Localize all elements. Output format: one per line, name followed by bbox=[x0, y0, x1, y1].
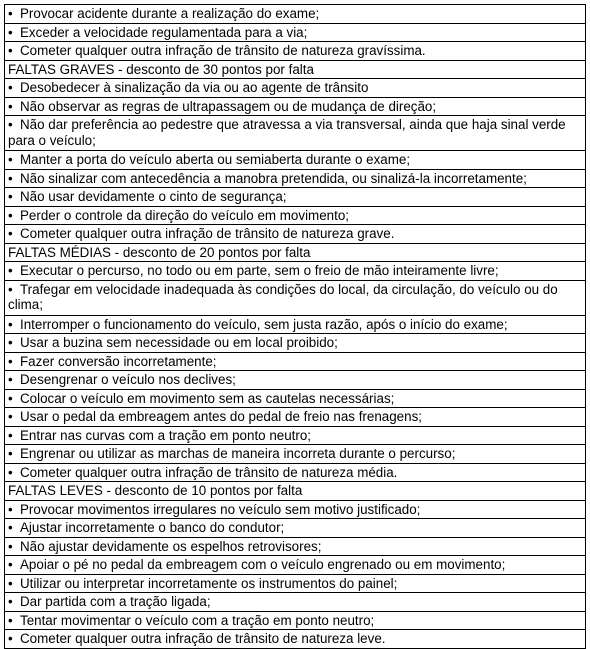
table-row bbox=[5, 97, 586, 116]
item-text: Desengrenar o veículo nos declives; bbox=[20, 372, 236, 387]
bullet-icon: • bbox=[8, 390, 13, 406]
table-cell bbox=[5, 97, 586, 116]
item-text: Engrenar ou utilizar as marchas de maneira incorreta durante o percurso; bbox=[20, 446, 456, 461]
bullet-icon: • bbox=[8, 612, 13, 628]
item-text: Não sinalizar com antecedência a manobra pretendida, ou sinalizá-la incorretamente; bbox=[20, 170, 527, 186]
item-text: Não observar as regras de ultrapassagem ou de mudança de direção; bbox=[20, 98, 437, 114]
bullet-icon: • bbox=[8, 575, 13, 591]
table-cell bbox=[5, 593, 586, 612]
bullet-icon: • bbox=[8, 152, 13, 167]
bullet-icon: • bbox=[8, 263, 13, 278]
item-text: Apoiar o pé no pedal da embreagem com o veículo engrenado ou em movimento; bbox=[20, 557, 506, 572]
item-text: Provocar movimentos irregulares no veículo sem motivo justificado; bbox=[20, 501, 421, 517]
item-text: Usar o pedal da embreagem antes do pedal de freio nas frenagens; bbox=[20, 409, 422, 424]
item-text: Trafegar em velocidade inadequada às condições do local, da circulação, do veículo ou do clima; bbox=[8, 281, 558, 312]
faltas-table-body bbox=[5, 5, 586, 649]
table-cell bbox=[5, 445, 586, 464]
table-row bbox=[5, 371, 586, 390]
item-text: Não usar devidamente o cinto de segurança; bbox=[20, 189, 287, 204]
table-cell bbox=[5, 262, 586, 281]
bullet-icon: • bbox=[8, 6, 13, 21]
item-text: Ajustar incorretamente o banco do condutor; bbox=[20, 520, 285, 535]
bullet-icon: • bbox=[8, 281, 13, 297]
bullet-icon: • bbox=[8, 226, 13, 241]
bullet-icon: • bbox=[8, 98, 13, 114]
bullet-icon: • bbox=[8, 409, 13, 424]
bullet-icon: • bbox=[8, 170, 13, 186]
item-text: Cometer qualquer outra infração de trânsito de natureza gravíssima. bbox=[20, 43, 426, 58]
item-text: Cometer qualquer outra infração de trânsito de natureza grave. bbox=[20, 226, 395, 241]
table-cell bbox=[5, 500, 586, 519]
item-text: Provocar acidente durante a realização do exame; bbox=[20, 6, 320, 21]
table-row bbox=[5, 42, 586, 61]
item-text: Perder o controle da direção do veículo em movimento; bbox=[20, 207, 349, 223]
item-text: Fazer conversão incorretamente; bbox=[20, 353, 217, 369]
table-row bbox=[5, 537, 586, 556]
table-cell bbox=[5, 23, 586, 42]
bullet-icon: • bbox=[8, 189, 13, 204]
item-text: Utilizar ou interpretar incorretamente os instrumentos do painel; bbox=[20, 575, 398, 591]
table-row bbox=[5, 5, 586, 24]
table-cell bbox=[5, 426, 586, 445]
item-text: Executar o percurso, no todo ou em parte, sem o freio de mão inteiramente livre; bbox=[20, 263, 499, 278]
table-cell bbox=[5, 188, 586, 207]
bullet-icon: • bbox=[8, 520, 13, 535]
bullet-icon: • bbox=[8, 80, 13, 95]
item-text: Usar a buzina sem necessidade ou em local proibido; bbox=[20, 335, 338, 350]
bullet-icon: • bbox=[8, 316, 13, 332]
item-text: Tentar movimentar o veículo com a tração em ponto neutro; bbox=[20, 612, 375, 628]
item-text: Colocar o veículo em movimento sem as cautelas necessárias; bbox=[20, 390, 395, 406]
table-row bbox=[5, 188, 586, 207]
bullet-icon: • bbox=[8, 631, 13, 646]
bullet-icon: • bbox=[8, 117, 13, 132]
table-cell bbox=[5, 408, 586, 427]
table-cell bbox=[5, 334, 586, 353]
section-header-row bbox=[5, 482, 586, 501]
table-row bbox=[5, 630, 586, 649]
table-row bbox=[5, 389, 586, 408]
item-text: Dar partida com a tração ligada; bbox=[20, 594, 211, 609]
table-cell bbox=[5, 79, 586, 98]
table-cell bbox=[5, 574, 586, 593]
bullet-icon: • bbox=[8, 207, 13, 223]
bullet-icon: • bbox=[8, 353, 13, 369]
table-cell bbox=[5, 389, 586, 408]
table-row bbox=[5, 519, 586, 538]
table-cell bbox=[5, 556, 586, 575]
table-cell bbox=[5, 352, 586, 371]
table-cell bbox=[5, 611, 586, 630]
table-cell bbox=[5, 537, 586, 556]
item-text: Manter a porta do veículo aberta ou semiaberta durante o exame; bbox=[20, 152, 411, 167]
item-text: Exceder a velocidade regulamentada para a via; bbox=[20, 24, 308, 40]
section-header-text: FALTAS GRAVES - desconto de 30 pontos por falta bbox=[8, 61, 314, 77]
table-cell bbox=[5, 206, 586, 225]
item-text: Cometer qualquer outra infração de trânsito de natureza leve. bbox=[20, 631, 386, 646]
section-header-cell bbox=[5, 482, 586, 501]
table-row bbox=[5, 500, 586, 519]
faltas-table bbox=[4, 4, 586, 649]
table-row bbox=[5, 408, 586, 427]
table-cell bbox=[5, 371, 586, 390]
bullet-icon: • bbox=[8, 427, 13, 443]
table-row bbox=[5, 315, 586, 334]
table-cell bbox=[5, 463, 586, 482]
bullet-icon: • bbox=[8, 24, 13, 40]
item-text: Cometer qualquer outra infração de trânsito de natureza média. bbox=[20, 464, 398, 480]
table-row bbox=[5, 116, 586, 151]
table-row bbox=[5, 463, 586, 482]
bullet-icon: • bbox=[8, 501, 13, 517]
table-row bbox=[5, 169, 586, 188]
item-text: Entrar nas curvas com a tração em ponto neutro; bbox=[20, 427, 312, 443]
item-text: Não ajustar devidamente os espelhos retrovisores; bbox=[20, 538, 322, 554]
table-cell bbox=[5, 225, 586, 244]
table-row bbox=[5, 426, 586, 445]
bullet-icon: • bbox=[8, 557, 13, 572]
bullet-icon: • bbox=[8, 464, 13, 480]
table-cell bbox=[5, 151, 586, 170]
table-row bbox=[5, 280, 586, 315]
bullet-icon: • bbox=[8, 538, 13, 554]
table-row bbox=[5, 593, 586, 612]
bullet-icon: • bbox=[8, 43, 13, 58]
table-row bbox=[5, 79, 586, 98]
table-row bbox=[5, 611, 586, 630]
section-header-cell bbox=[5, 243, 586, 262]
table-row bbox=[5, 334, 586, 353]
section-header-row bbox=[5, 60, 586, 79]
bullet-icon: • bbox=[8, 594, 13, 609]
table-cell bbox=[5, 116, 586, 151]
section-header-text: FALTAS LEVES - desconto de 10 pontos por falta bbox=[8, 483, 303, 498]
bullet-icon: • bbox=[8, 335, 13, 350]
table-row bbox=[5, 556, 586, 575]
section-header-cell bbox=[5, 60, 586, 79]
section-header-text: FALTAS MÉDIAS - desconto de 20 pontos por falta bbox=[8, 244, 311, 260]
bullet-icon: • bbox=[8, 446, 13, 461]
table-cell bbox=[5, 280, 586, 315]
table-cell bbox=[5, 315, 586, 334]
table-cell bbox=[5, 169, 586, 188]
table-row bbox=[5, 225, 586, 244]
table-row bbox=[5, 262, 586, 281]
table-cell bbox=[5, 630, 586, 649]
item-text: Interromper o funcionamento do veículo, sem justa razão, após o início do exame; bbox=[20, 316, 508, 332]
item-text: Não dar preferência ao pedestre que atravessa a via transversal, ainda que haja sinal verde para o veículo; bbox=[8, 117, 566, 148]
table-row bbox=[5, 206, 586, 225]
table-row bbox=[5, 445, 586, 464]
table-row bbox=[5, 574, 586, 593]
table-row bbox=[5, 23, 586, 42]
bullet-icon: • bbox=[8, 372, 13, 387]
item-text: Desobedecer à sinalização da via ou ao agente de trânsito bbox=[20, 80, 369, 95]
table-row bbox=[5, 352, 586, 371]
table-row bbox=[5, 151, 586, 170]
section-header-row bbox=[5, 243, 586, 262]
table-cell bbox=[5, 42, 586, 61]
table-cell bbox=[5, 519, 586, 538]
table-cell bbox=[5, 5, 586, 24]
